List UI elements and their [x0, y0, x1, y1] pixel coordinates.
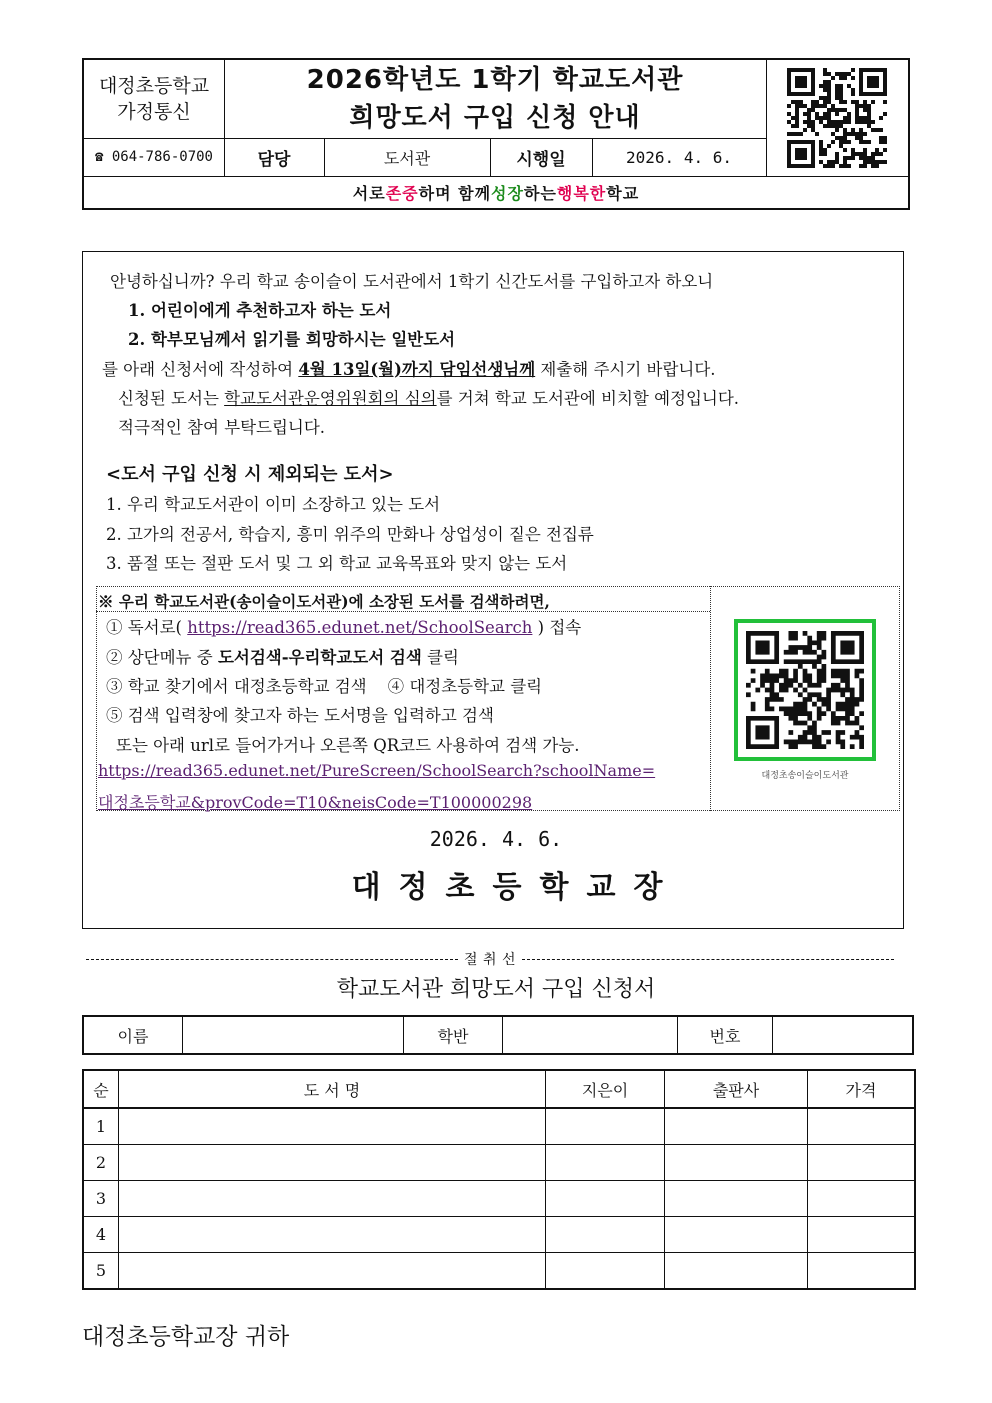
- qr-code-icon: [787, 68, 887, 168]
- cut-line: [86, 949, 894, 969]
- table-row: [83, 1145, 915, 1181]
- excluded-title: <도서 구입 신청 시 제외되는 도서>: [106, 464, 394, 485]
- notice-closing: 적극적인 참여 부탁드립니다.: [118, 418, 326, 437]
- header-box: [82, 58, 910, 210]
- author-input[interactable]: [546, 1108, 665, 1145]
- table-header-row: [83, 1070, 915, 1108]
- search-url-line-1[interactable]: https://read365.edunet.net/PureScreen/SchoolSearch?schoolName=: [98, 761, 656, 780]
- qr-code-icon: [746, 631, 864, 749]
- school-name: [84, 60, 224, 138]
- review-highlight: 학교도서관운영위원회의 심의: [224, 389, 437, 408]
- col-header-author: 지은이: [546, 1070, 665, 1108]
- manager-value: 도서관: [383, 148, 431, 168]
- review-text-end: 를 거쳐 학교 도서관에 비치할 예정입니다.: [436, 389, 740, 408]
- school-slogan: [84, 176, 908, 208]
- row-index: 1: [83, 1108, 119, 1145]
- school-name-line2: 가정통신: [117, 101, 191, 123]
- row-index: 5: [83, 1253, 119, 1290]
- book-title-input[interactable]: [119, 1145, 546, 1181]
- author-input[interactable]: [546, 1181, 665, 1217]
- slogan-happy: 행복한: [556, 183, 607, 203]
- form-footer: 대정초등학교장 귀하: [82, 1324, 290, 1350]
- excluded-item: 1. 우리 학교도서관이 이미 소장하고 있는 도서: [106, 495, 441, 514]
- book-title-input[interactable]: [119, 1181, 546, 1217]
- number-label: 번호: [678, 1016, 773, 1054]
- publisher-input[interactable]: [665, 1108, 808, 1145]
- search-step-5: ⑤ 검색 입력창에 찾고자 하는 도서명을 입력하고 검색: [106, 706, 494, 725]
- review-text: 신청된 도서는: [118, 389, 225, 408]
- manager-label: 담당: [257, 149, 291, 170]
- read365-link[interactable]: https://read365.edunet.net/SchoolSearch: [187, 618, 533, 637]
- cut-dash-right: [522, 959, 894, 960]
- search-alternative: 또는 아래 url로 들어가거나 오른쪽 QR코드 사용하여 검색 가능.: [116, 736, 580, 755]
- author-input[interactable]: [546, 1253, 665, 1290]
- col-header-index: 순: [83, 1070, 119, 1108]
- signature-date: 2026. 4. 6.: [429, 827, 563, 851]
- book-title-input[interactable]: [119, 1217, 546, 1253]
- price-input[interactable]: [808, 1217, 916, 1253]
- notice-review-line: [118, 385, 739, 409]
- publisher-input[interactable]: [665, 1181, 808, 1217]
- price-input[interactable]: [808, 1145, 916, 1181]
- form-title: 학교도서관 희망도서 구입 신청서: [336, 977, 656, 1002]
- price-input[interactable]: [808, 1108, 916, 1145]
- table-row: [83, 1217, 915, 1253]
- notice-item-1: 1. 어린이에게 추천하고자 하는 도서: [128, 301, 392, 320]
- deadline-text-end: 제출해 주시기 바랍니다.: [535, 360, 716, 379]
- search-url-line-2[interactable]: 대정초등학교&provCode=T10&neisCode=T100000298: [98, 793, 533, 812]
- price-input[interactable]: [808, 1181, 916, 1217]
- date-label: 시행일: [516, 149, 566, 170]
- name-input[interactable]: [183, 1016, 404, 1054]
- search-step-2-end: 클릭: [421, 648, 459, 667]
- number-input[interactable]: [773, 1016, 914, 1054]
- search-guide-divider: [710, 586, 712, 811]
- table-row: [83, 1253, 915, 1290]
- row-index: 4: [83, 1217, 119, 1253]
- row-index: 2: [83, 1145, 119, 1181]
- phone-number: ☎ 064-786-0700: [94, 149, 213, 165]
- row-index: 3: [83, 1181, 119, 1217]
- search-step-3-4: ③ 학교 찾기에서 대정초등학교 검색 ④ 대정초등학교 클릭: [106, 677, 543, 696]
- search-step-1-text: ① 독서로(: [106, 618, 188, 637]
- library-qr-caption: 대정초송이슬이도서관: [761, 771, 849, 781]
- page-title: [224, 60, 766, 138]
- search-step-2-menu: 도서검색-우리학교도서 검색: [217, 648, 422, 667]
- search-step-2-text: ② 상단메뉴 중: [106, 648, 218, 667]
- deadline-text: 를 아래 신청서에 작성하여: [102, 360, 299, 379]
- search-step-1: [106, 614, 581, 638]
- notice-item-2: 2. 학부모님께서 읽기를 희망하시는 일반도서: [128, 330, 456, 349]
- slogan-part: 서로: [352, 183, 386, 203]
- col-header-publisher: 출판사: [665, 1070, 808, 1108]
- library-qr-frame: [734, 619, 876, 761]
- class-label: 학반: [404, 1016, 503, 1054]
- table-row: [83, 1181, 915, 1217]
- search-heading: ※ 우리 학교도서관(송이슬이도서관)에 소장된 도서를 검색하려면,: [98, 592, 550, 611]
- col-header-title: 도 서 명: [119, 1070, 546, 1108]
- author-input[interactable]: [546, 1217, 665, 1253]
- excluded-item: 2. 고가의 전공서, 학습지, 흥미 위주의 만화나 상업성이 짙은 전집류: [106, 525, 594, 544]
- deadline-highlight: 4월 13일(월)까지 담임선생님께: [298, 360, 536, 379]
- author-input[interactable]: [546, 1145, 665, 1181]
- slogan-part: 학교: [606, 183, 640, 203]
- search-step-2: [106, 644, 459, 668]
- applicant-info-table: [82, 1015, 914, 1055]
- publisher-input[interactable]: [665, 1253, 808, 1290]
- publisher-input[interactable]: [665, 1145, 808, 1181]
- slogan-growth: 성장: [491, 183, 524, 203]
- col-header-price: 가격: [808, 1070, 916, 1108]
- cut-dash-left: [86, 959, 458, 960]
- notice-deadline-line: [102, 356, 716, 380]
- table-row: [83, 1108, 915, 1145]
- notice-greeting: 안녕하십니까? 우리 학교 송이슬이 도서관에서 1학기 신간도서를 구입하고자 하오니: [110, 272, 714, 291]
- excluded-item: 3. 품절 또는 절판 도서 및 그 외 학교 교육목표와 맞지 않는 도서: [106, 554, 568, 573]
- slogan-respect: 존중: [385, 183, 419, 203]
- search-step-1-end: ) 접속: [532, 618, 582, 637]
- cut-label: 절 취 선: [464, 952, 516, 968]
- slogan-part: 하며 함께: [418, 183, 492, 203]
- class-input[interactable]: [503, 1016, 678, 1054]
- book-title-input[interactable]: [119, 1253, 546, 1290]
- signature-principal: 대정초등학교장: [351, 870, 681, 905]
- slogan-part: 하는: [523, 183, 557, 203]
- page-title-line1: 2026학년도 1학기 학교도서관: [306, 65, 684, 95]
- date-value: 2026. 4. 6.: [626, 147, 732, 167]
- book-title-input[interactable]: [119, 1108, 546, 1145]
- name-label: 이름: [83, 1016, 183, 1054]
- publisher-input[interactable]: [665, 1217, 808, 1253]
- school-name-line1: 대정초등학교: [98, 75, 210, 97]
- page-title-line2: 희망도서 구입 신청 안내: [349, 103, 641, 133]
- price-input[interactable]: [808, 1253, 916, 1290]
- header-qr-cell: [766, 60, 908, 176]
- book-request-table: [82, 1069, 916, 1290]
